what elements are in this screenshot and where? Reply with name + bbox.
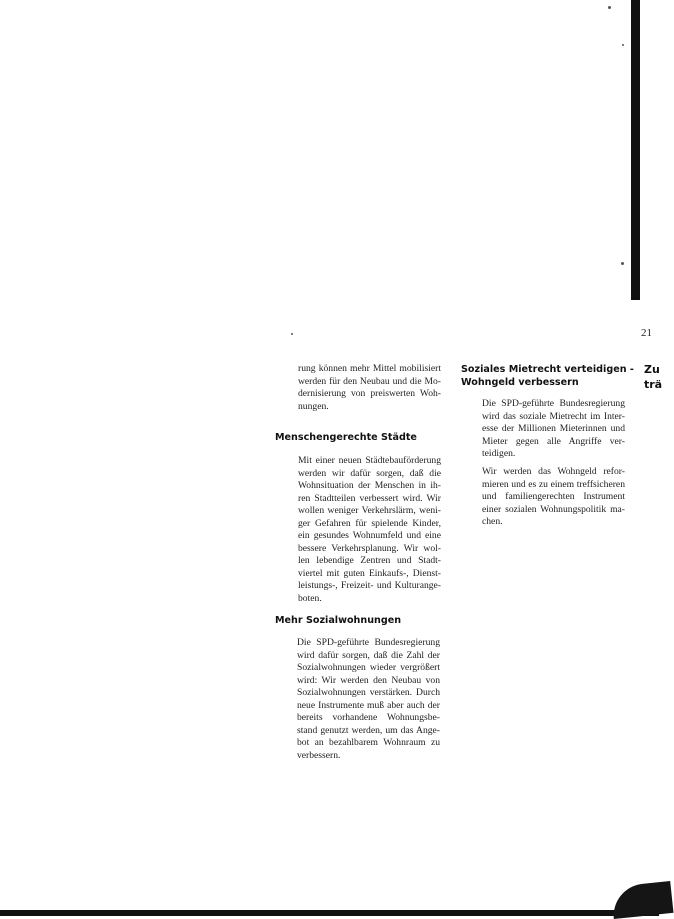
text-line: mieren und es zu einem treffsicheren <box>482 478 625 490</box>
section-heading-soziales-mietrecht <box>461 363 634 389</box>
scan-speck <box>291 333 293 335</box>
text-line: leistungs-, Freizeit- und Kulturange- <box>298 580 441 591</box>
section-heading-mehr-sozialwohnungen: Mehr Sozialwohnungen <box>275 615 402 626</box>
section2-paragraph <box>297 637 440 762</box>
text-line: werden wir dafür sorgen, daß die <box>298 467 441 479</box>
text-line: ren Stadtteilen verbessert wird. Wir <box>298 492 441 504</box>
section-heading-menschengerechte-staedte: Menschengerechte Städte <box>275 432 417 443</box>
text-line: Die SPD-geführte Bundesregierung <box>482 398 625 409</box>
text-line: neue Instrumente muß aber auch der <box>297 699 440 711</box>
scan-speck <box>621 262 624 265</box>
scan-bottom-edge <box>0 910 659 916</box>
text-line: wollen weniger Verkehrslärm, weni- <box>298 505 441 516</box>
text-line: dernisierung von preiswerten Woh- <box>298 388 441 399</box>
section1-paragraph <box>298 455 441 605</box>
text-line: ger Gefahren für spielende Kinder, <box>298 517 441 529</box>
text-line: wird das soziale Mietrecht im Inter- <box>482 410 625 422</box>
fragment-line: trä <box>644 378 663 391</box>
text-line: und familiengerechten Instrument <box>482 491 625 502</box>
text-line: bessere Verkehrsplanung. Wir wol- <box>298 542 441 554</box>
text-line: nungen. <box>298 400 329 412</box>
text-line: Wir werden das Wohngeld refor- <box>482 466 625 477</box>
text-line: esse der Millionen Mieterinnen und <box>482 423 625 434</box>
next-page-heading-fragment <box>644 362 662 392</box>
wohngeld-paragraph <box>482 466 625 529</box>
text-line: wird: Wir werden den Neubau von <box>297 674 440 686</box>
text-line: Sozialwohnungen verstärken. Durch <box>297 687 440 698</box>
text-line: boten. <box>298 592 322 604</box>
text-line: werden für den Neubau und die Mo- <box>298 375 441 387</box>
text-line: bereits vorhandene Wohnungsbe- <box>297 712 440 723</box>
scan-speck <box>608 6 611 9</box>
text-line: stand genutzt werden, um das Ange- <box>297 724 440 736</box>
text-line: teidigen. <box>482 448 516 459</box>
text-line: wird dafür sorgen, daß die Zahl der <box>297 649 440 661</box>
text-line: Sozialwohnungen wieder vergrößert <box>297 662 440 673</box>
scan-corner-shadow <box>610 881 673 919</box>
mietrecht-paragraph <box>482 398 625 461</box>
text-line: rung können mehr Mittel mobilisiert <box>298 363 441 374</box>
text-line: len lebendige Zentren und Stadt- <box>298 555 441 566</box>
page-number: 21 <box>641 327 652 339</box>
scan-edge-shadow <box>631 0 640 300</box>
text-line: einer sozialen Wohnungspolitik ma- <box>482 503 625 515</box>
text-line: Die SPD-geführte Bundesregierung <box>297 637 440 648</box>
text-line: bot an bezahlbarem Wohnraum zu <box>297 737 440 748</box>
text-line: Mieter gegen alle Angriffe ver- <box>482 435 625 447</box>
heading-line: Wohngeld verbessern <box>461 377 579 388</box>
text-line: chen. <box>482 516 503 527</box>
heading-line: Soziales Mietrecht verteidigen - <box>461 364 634 375</box>
text-line: Wohnsituation der Menschen in ih- <box>298 480 441 491</box>
intro-paragraph <box>298 363 441 413</box>
text-line: verbessern. <box>297 749 341 761</box>
scan-speck <box>622 44 624 46</box>
fragment-line: Zu <box>644 363 660 376</box>
text-line: viertel mit guten Einkaufs-, Dienst- <box>298 567 441 579</box>
text-line: Mit einer neuen Städtebauförderung <box>298 455 441 466</box>
text-line: ein gesundes Wohnumfeld und eine <box>298 530 441 541</box>
